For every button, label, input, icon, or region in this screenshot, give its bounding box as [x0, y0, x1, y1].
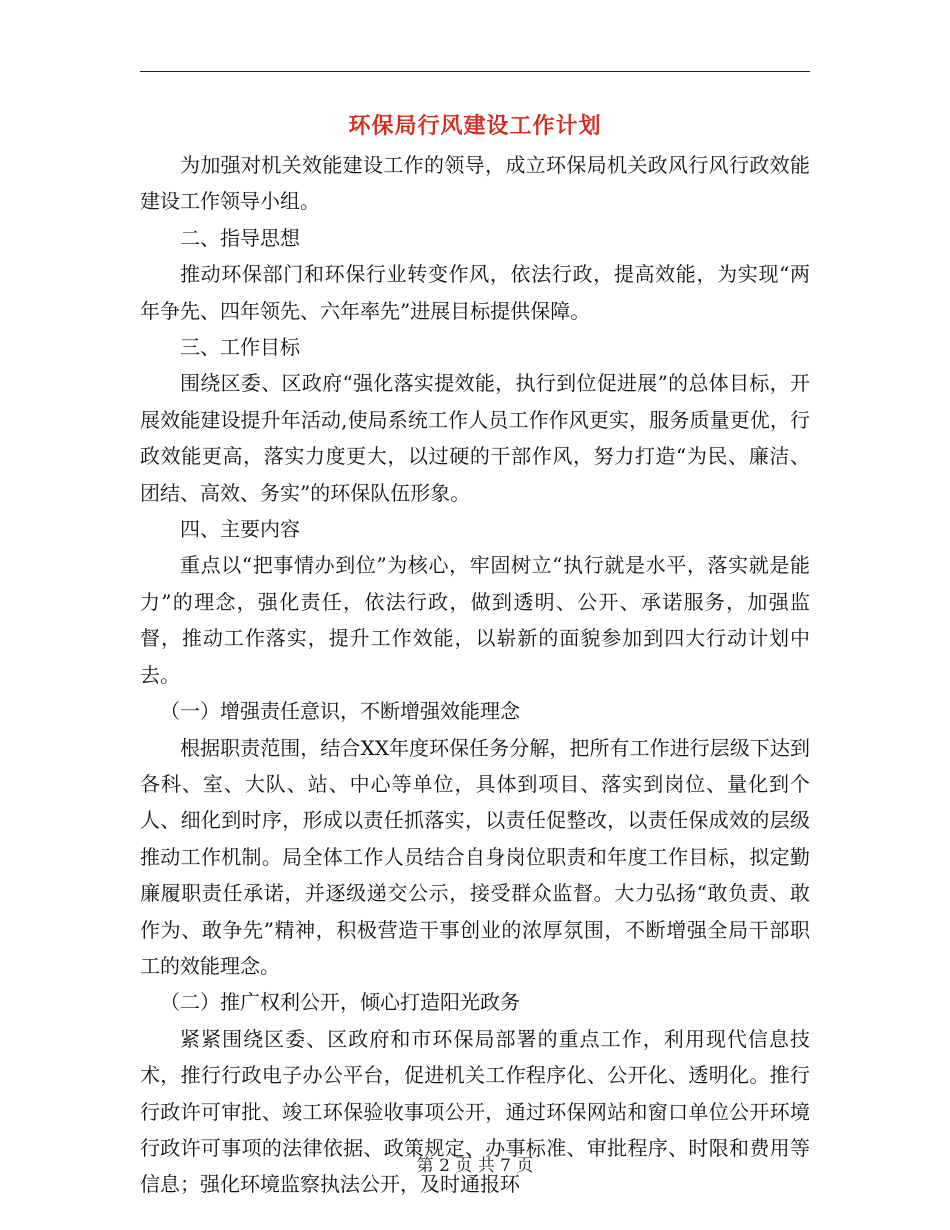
paragraph: 为加强对机关效能建设工作的领导，成立环保局机关政风行风行政效能建设工作领导小组。	[140, 153, 810, 214]
section-heading: 四、主要内容	[180, 517, 300, 542]
paragraph: 重点以“把事情办到位”为核心，牢固树立“执行就是水平，落实就是能力”的理念，强化责任，依法行政，做到透明、公开、承诺服务，加强监督，推动工作落实，提升工作效能，以崭新的面貌参加到四大行动计划中去。	[140, 553, 810, 687]
paragraph: 根据职责范围，结合XX年度环保任务分解，把所有工作进行层级下达到各科、室、大队、站、中心等单位，具体到项目、落实到岗位、量化到个人、细化到时序，形成以责任抓落实，以责任促整改，以责任保成效的层级推动工作机制。局全体工作人员结合自身岗位职责和年度工作目标，拟定勤廉履职责任承诺，并逐级递交公示，接受群众监督。大力弘扬“敢负责、敢作为、敢争先”精神，积极营造干事创业的浓厚氛围，不断增强全局干部职工的效能理念。	[140, 735, 810, 978]
paragraph: 围绕区委、区政府“强化落实提效能，执行到位促进展”的总体目标，开展效能建设提升年活动,使局系统工作人员工作作风更实，服务质量更优，行政效能更高，落实力度更大，以过硬的干部作风，努力打造“为民、廉洁、团结、高效、务实”的环保队伍形象。	[140, 371, 810, 505]
subsection-heading: （一）增强责任意识，不断增强效能理念	[160, 699, 520, 724]
paragraph: 推动环保部门和环保行业转变作风，依法行政，提高效能，为实现“两年争先、四年领先、六年率先”进展目标提供保障。	[140, 262, 810, 323]
section-heading: 三、工作目标	[180, 335, 300, 360]
document-title: 环保局行风建设工作计划	[348, 113, 602, 139]
paragraph: 紧紧围绕区委、区政府和市环保局部署的重点工作，利用现代信息技术，推行行政电子办公平台，促进机关工作程序化、公开化、透明化。推行行政许可审批、竣工环保验收事项公开，通过环保网站和窗口单位公开环境行政许可事项的法律依据、政策规定、办事标准、审批程序、时限和费用等信息；强化环境监察执法公开，及时通报环	[140, 1026, 810, 1197]
page-footer: 第 2 页 共 7 页	[416, 1156, 534, 1176]
document-body	[140, 147, 810, 1203]
subsection-heading: （二）推广权利公开，倾心打造阳光政务	[160, 990, 520, 1015]
section-heading: 二、指导思想	[180, 225, 300, 250]
header-rule	[140, 71, 810, 72]
